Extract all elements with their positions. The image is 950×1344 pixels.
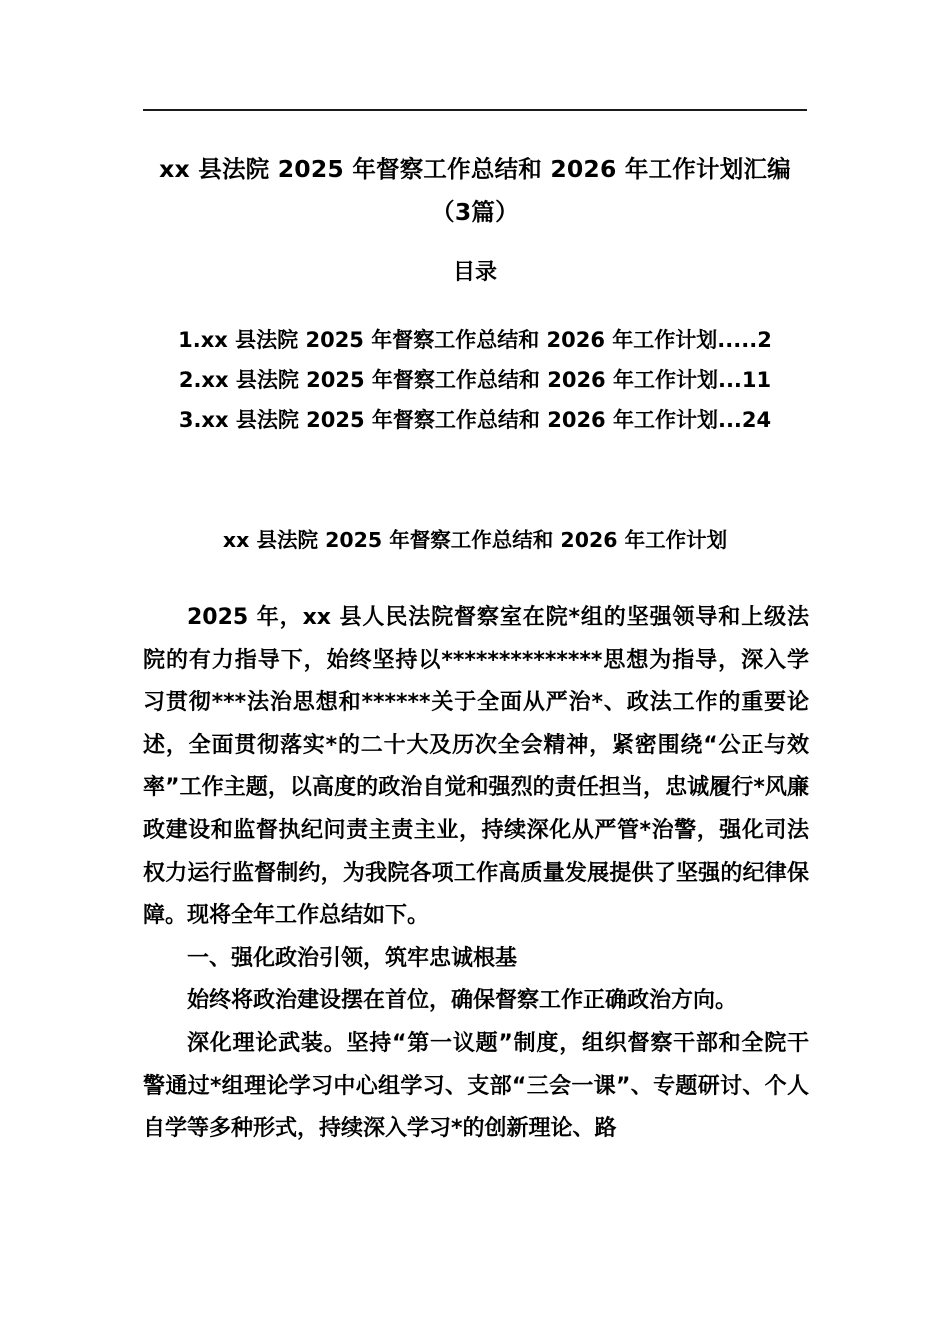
toc-entry[interactable]: 3.xx 县法院 2025 年督察工作总结和 2026 年工作计划...24: [178, 408, 772, 432]
section-heading: xx 县法院 2025 年督察工作总结和 2026 年工作计划: [222, 528, 728, 552]
document-body: [143, 597, 809, 1151]
table-of-contents-list: [143, 320, 807, 440]
toc-entry[interactable]: 1.xx 县法院 2025 年督察工作总结和 2026 年工作计划.....2: [178, 328, 772, 352]
body-paragraph: 2025 年，xx 县人民法院督察室在院*组的坚强领导和上级法院的有力指导下，始终坚持以**************思想为指导，深入学习贯彻***法治思想和******关于全面从严治*、政法工作的重要论述，全面贯彻落实*的二十大及历次全会精神，紧密围绕“公正与效率”工作主题，以高度的政治自觉和强烈的责任担当，忠诚履行*风廉政建设和监督执纪问责主责主业，持续深化从严管*治警，强化司法权力运行监督制约，为我院各项工作高质量发展提供了坚强的纪律保障。现将全年工作总结如下。: [143, 605, 809, 929]
toc-entry[interactable]: 2.xx 县法院 2025 年督察工作总结和 2026 年工作计划...11: [178, 368, 772, 392]
header-divider-rule: [143, 109, 807, 111]
subsection-heading-paragraph: 一、强化政治引领，筑牢忠诚根基: [187, 945, 518, 971]
document-title: xx 县法院 2025 年督察工作总结和 2026 年工作计划汇编（3篇）: [159, 155, 791, 226]
table-of-contents-heading: 目录: [452, 260, 497, 285]
body-paragraph: 始终将政治建设摆在首位，确保督察工作正确政治方向。: [187, 988, 738, 1014]
body-paragraph: 深化理论武装。坚持“第一议题”制度，组织督察干部和全院干警通过*组理论学习中心组学习、支部“三会一课”、专题研讨、个人自学等多种形式，持续深入学习*的创新理论、路: [143, 1030, 809, 1142]
